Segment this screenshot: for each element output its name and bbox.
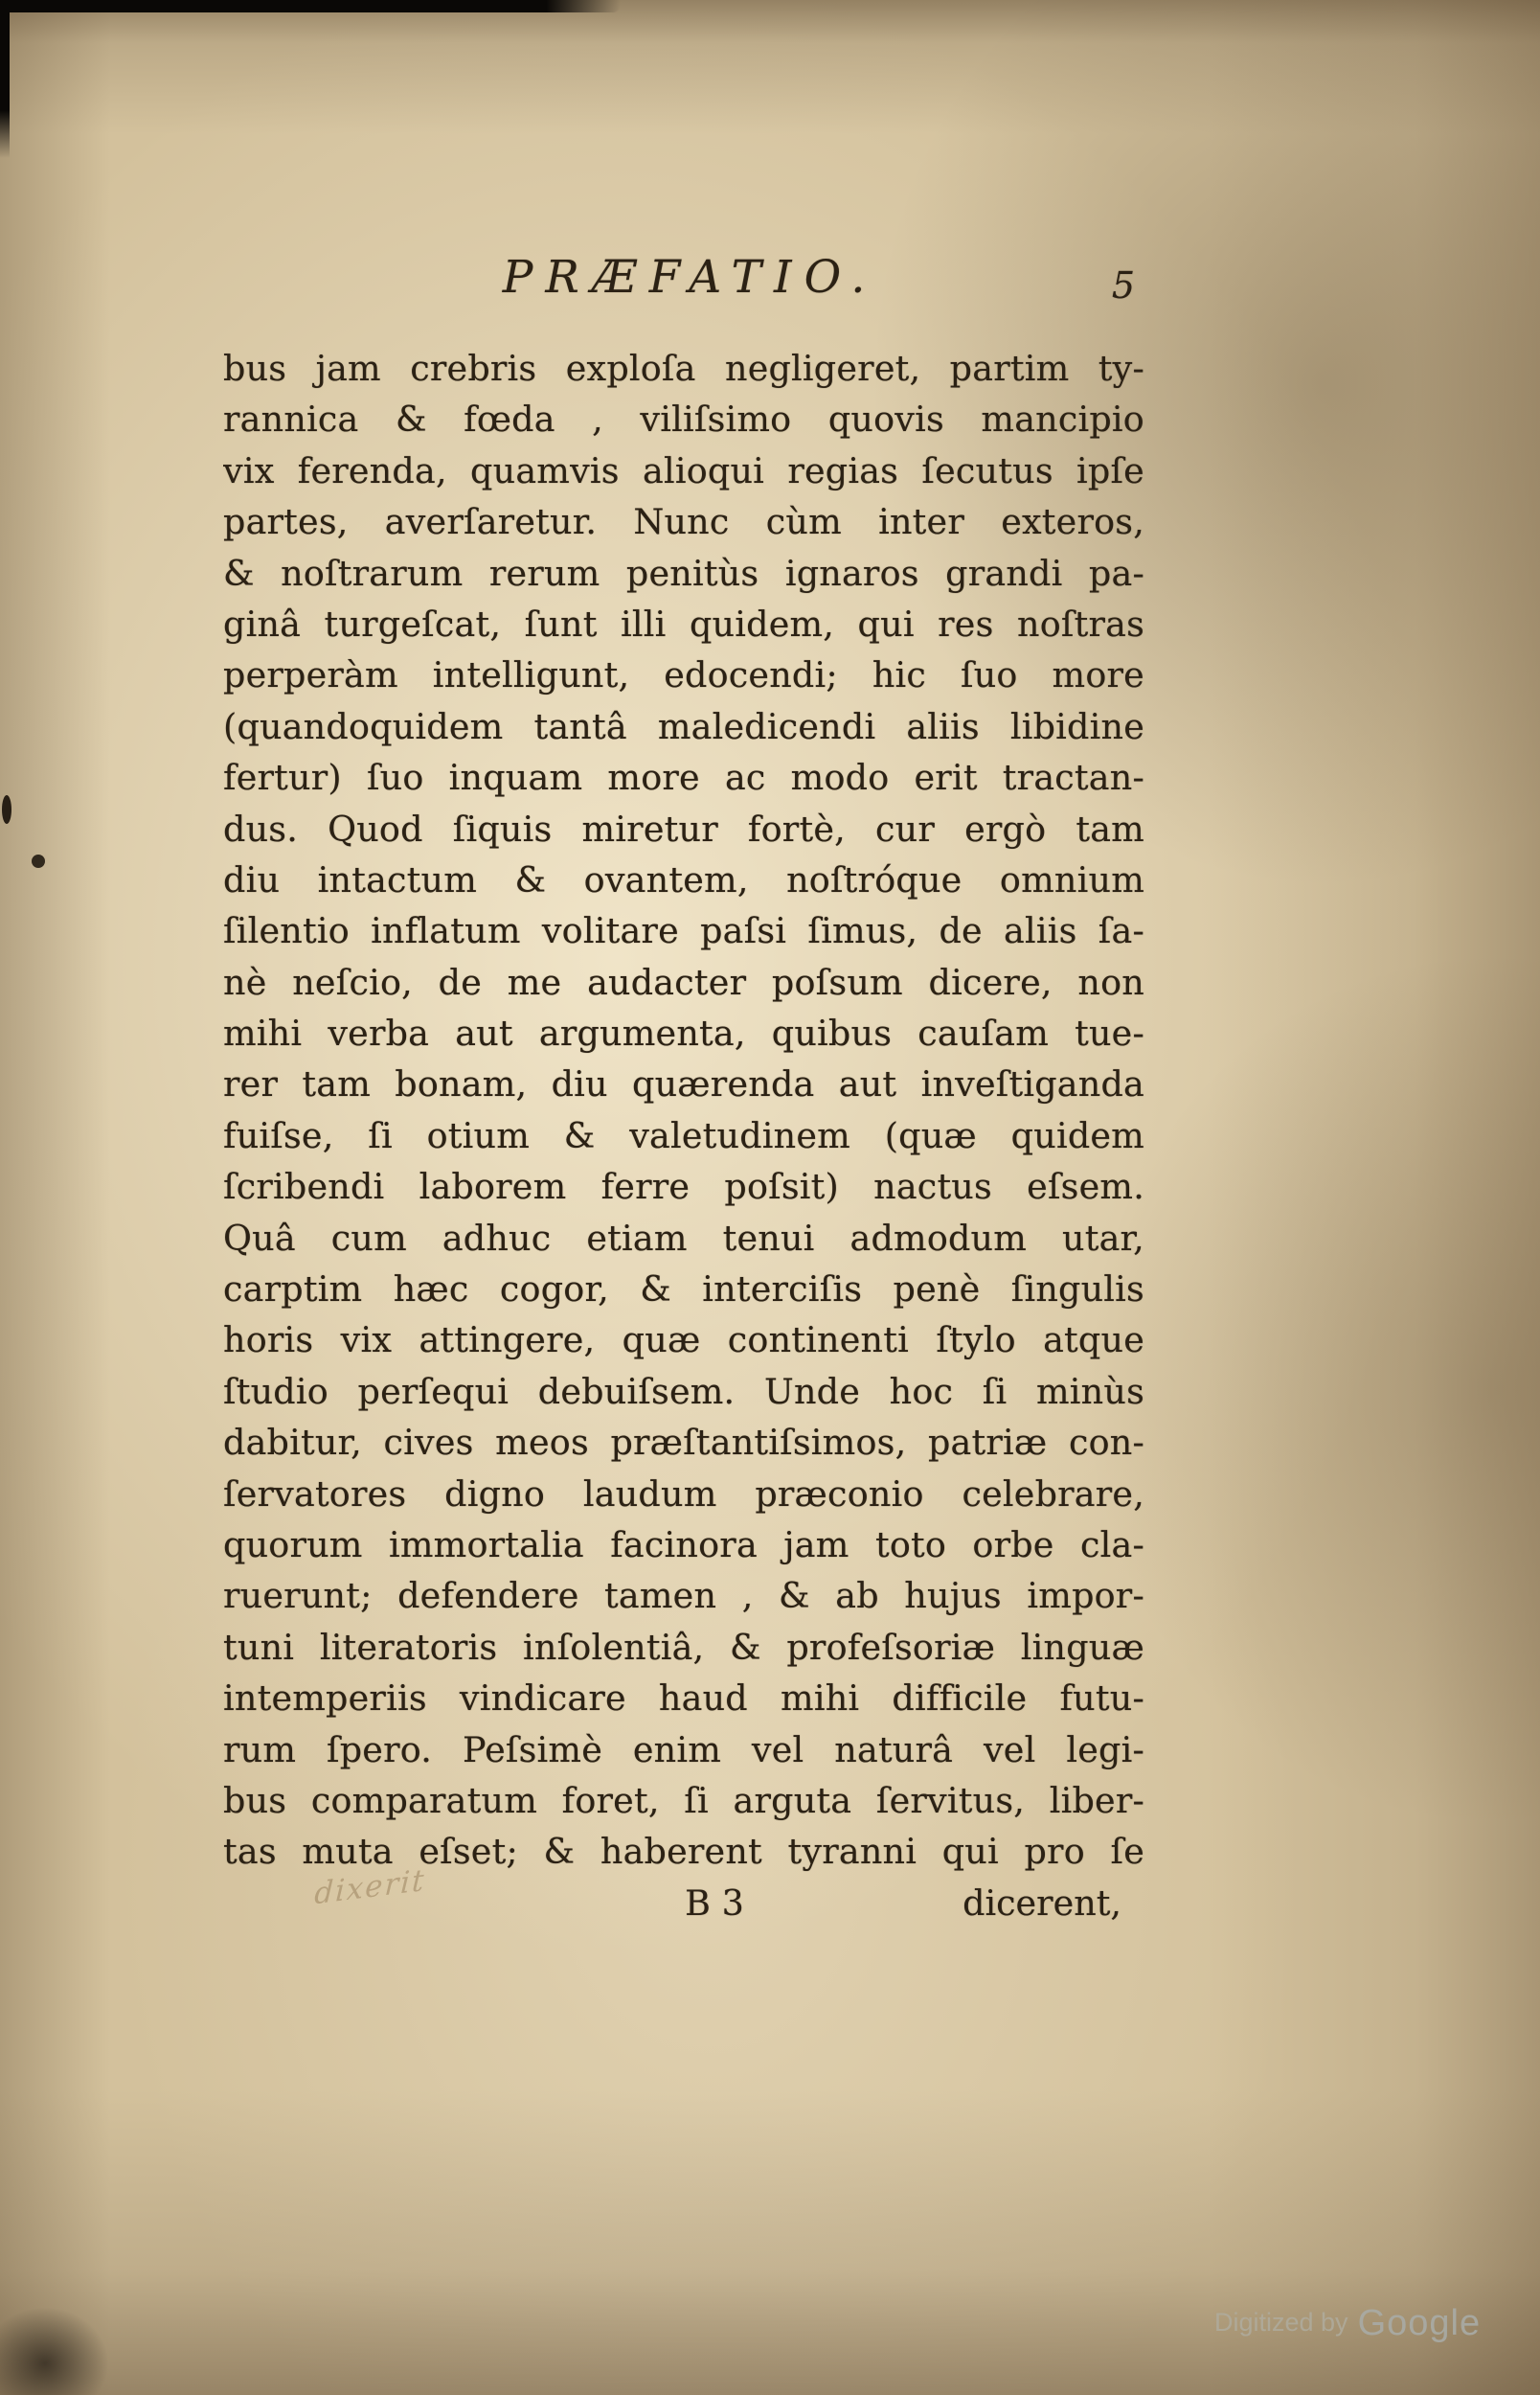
- running-header: [223, 251, 1144, 310]
- text-line: (quandoquidem tantâ maledicendi aliis libidine: [223, 705, 1144, 747]
- text-line: carptim hæc cogor, & interciſis penè ſingulis: [223, 1268, 1144, 1311]
- ink-spot: [2, 795, 11, 824]
- google-logo-text: Google: [1357, 2303, 1482, 2343]
- page-number: 5: [1111, 264, 1135, 307]
- text-line: bus comparatum foret, ſi arguta ſervitus, liber-: [223, 1779, 1144, 1821]
- text-line: mihi verba aut argumenta, quibus cauſam tue-: [223, 1013, 1144, 1055]
- text-line: intemperiis vindicare haud mihi difficile futu-: [223, 1677, 1144, 1720]
- text-line: fuiſse, ſi otium & valetudinem (quæ quidem: [223, 1114, 1144, 1156]
- text-line: ſilentio inflatum volitare paſsi ſimus, de aliis ſa-: [223, 910, 1144, 952]
- scan-corner-bottom-left: [0, 2292, 126, 2395]
- page-title: PRÆFATIO.: [502, 251, 878, 304]
- show-through-text: dixerit: [313, 1862, 427, 1912]
- text-line: fertur) ſuo inquam more ac modo erit tractan-: [223, 757, 1144, 799]
- text-line: & noſtrarum rerum penitùs ignaros grandi pa-: [223, 552, 1144, 594]
- scan-edge-top: [0, 0, 621, 12]
- text-line: perperàm intelligunt, edocendi; hic ſuo more: [223, 654, 1144, 696]
- google-watermark: [1214, 2303, 1481, 2344]
- text-line: rer tam bonam, diu quærenda aut inveſtiganda: [223, 1063, 1144, 1106]
- text-line: horis vix attingere, quæ continenti ſtylo atque: [223, 1319, 1144, 1361]
- signature-mark: B 3: [685, 1882, 744, 1924]
- text-line: diu intactum & ovantem, noſtróque omnium: [223, 858, 1144, 901]
- text-line: dabitur, cives meos præſtantiſsimos, patriæ con-: [223, 1422, 1144, 1464]
- text-line: tuni literatoris inſolentiâ, & profeſsoriæ linguæ: [223, 1626, 1144, 1668]
- text-line: ſervatores digno laudum præconio celebrare,: [223, 1472, 1144, 1515]
- text-line: dus. Quod ſiquis miretur fortè, cur ergò tam: [223, 808, 1144, 850]
- ink-spot: [32, 855, 45, 868]
- text-line: ſtudio perſequi debuiſsem. Unde hoc ſi minùs: [223, 1370, 1144, 1412]
- text-line: bus jam crebris exploſa negligeret, partim ty-: [223, 348, 1144, 389]
- text-line: ruerunt; defendere tamen , & ab hujus impor-: [223, 1575, 1144, 1617]
- text-line: vix ferenda, quamvis alioqui regias ſecutus ipſe: [223, 449, 1144, 491]
- catchword: dicerent,: [962, 1882, 1121, 1924]
- body-text: [223, 343, 1144, 1878]
- text-line: ſcribendi laborem ferre poſsit) nactus eſsem.: [223, 1166, 1144, 1208]
- text-line: partes, averſaretur. Nunc cùm inter exteros,: [223, 501, 1144, 543]
- text-line: rum ſpero. Peſsimè enim vel naturâ vel legi-: [223, 1728, 1144, 1770]
- text-line: rannica & fœda , viliſsimo quovis mancipio: [223, 399, 1144, 441]
- text-line: ginâ turgeſcat, ſunt illi quidem, qui res noſtras: [223, 603, 1144, 645]
- watermark-text: Digitized by: [1214, 2308, 1348, 2337]
- text-line: quorum immortalia facinora jam toto orbe cla-: [223, 1523, 1144, 1565]
- text-line: nè neſcio, de me audacter poſsum dicere, non: [223, 961, 1144, 1003]
- text-line: tas muta eſset; & haberent tyranni qui pro ſe: [223, 1831, 1144, 1873]
- scan-edge-left: [0, 0, 10, 158]
- page-text-block: [223, 251, 1144, 1929]
- text-line: Quâ cum adhuc etiam tenui admodum utar,: [223, 1217, 1144, 1259]
